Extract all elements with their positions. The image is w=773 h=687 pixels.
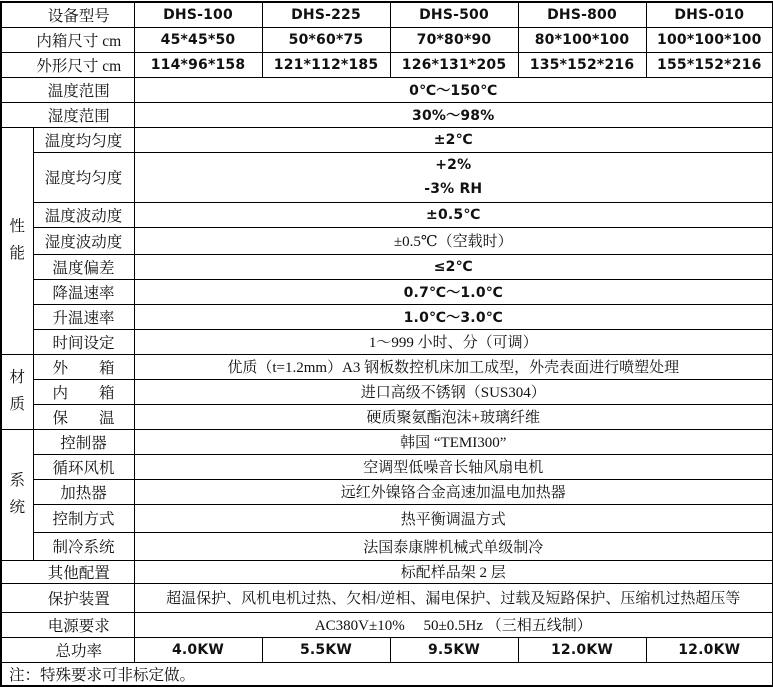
heater-row <box>1 479 773 504</box>
value-cell: 70*80*90 <box>390 27 518 52</box>
material-group-label <box>1 354 33 429</box>
label-cell: 温度范围 <box>1 77 134 102</box>
humidity-fluctuation-row <box>1 227 773 254</box>
protection-row <box>1 583 773 612</box>
spec-table <box>0 1 773 687</box>
other-config-row <box>1 560 773 583</box>
value-cell: 远红外镍铬合金高速加温电加热器 <box>134 479 773 504</box>
label-cell: 升温速率 <box>33 304 134 329</box>
label-cell: 其他配置 <box>1 560 134 583</box>
value-cell: 热平衡调温方式 <box>134 504 773 532</box>
inner-size-row <box>1 27 773 52</box>
value-cell: 30%～98% <box>134 102 773 127</box>
label-cell: 湿度波动度 <box>33 227 134 254</box>
value-cell: 0℃～150℃ <box>134 77 773 102</box>
label-cell: 温度波动度 <box>33 202 134 227</box>
temp-range-row <box>1 77 773 102</box>
fan-row <box>1 454 773 479</box>
heating-rate-row <box>1 304 773 329</box>
value-cell: 12.0KW <box>646 637 773 662</box>
label-cell: 电源要求 <box>1 612 134 637</box>
model-cell: DHS-500 <box>390 2 518 27</box>
time-setting-row <box>1 329 773 354</box>
model-cell: DHS-010 <box>646 2 773 27</box>
value-cell: 80*100*100 <box>518 27 646 52</box>
value-cell: 空调型低噪音长轴风扇电机 <box>134 454 773 479</box>
header-row <box>1 2 773 27</box>
label-cell: 湿度范围 <box>1 102 134 127</box>
label-cell: 温度均匀度 <box>33 127 134 152</box>
value-cell: 12.0KW <box>518 637 646 662</box>
value-cell: AC380V±10% 50±0.5Hz （三相五线制） <box>134 612 773 637</box>
note-row <box>1 662 773 686</box>
system-group-label <box>1 429 33 560</box>
power-supply-row <box>1 612 773 637</box>
humidity-range-row <box>1 102 773 127</box>
label-cell: 时间设定 <box>33 329 134 354</box>
value-cell: 114*96*158 <box>134 52 262 77</box>
value-line: +2% <box>435 157 472 173</box>
cooling-rate-row <box>1 279 773 304</box>
total-power-row <box>1 637 773 662</box>
value-cell: ≤2℃ <box>134 254 773 279</box>
humidity-uniformity-row <box>1 152 773 202</box>
label-cell: 总功率 <box>1 637 134 662</box>
value-cell: 126*131*205 <box>390 52 518 77</box>
group-name: 系统 <box>9 472 25 516</box>
temp-uniformity-row <box>1 127 773 152</box>
value-cell: 硬质聚氨酯泡沫+玻璃纤维 <box>134 404 773 429</box>
value-cell: 135*152*216 <box>518 52 646 77</box>
performance-group-label <box>1 127 33 354</box>
label-cell: 保 温 <box>33 404 134 429</box>
value-cell: 优质（t=1.2mm）A3 钢板数控机床加工成型，外壳表面进行喷塑处理 <box>134 354 773 379</box>
model-cell: DHS-100 <box>134 2 262 27</box>
group-name: 材质 <box>9 369 25 413</box>
value-cell: 超温保护、风机电机过热、欠相/逆相、漏电保护、过载及短路保护、压缩机过热超压等 <box>134 583 773 612</box>
label-cell: 控制器 <box>33 429 134 454</box>
label-cell: 降温速率 <box>33 279 134 304</box>
model-cell: DHS-800 <box>518 2 646 27</box>
label-cell: 控制方式 <box>33 504 134 532</box>
value-line: -3% RH <box>424 181 483 197</box>
temp-fluctuation-row <box>1 202 773 227</box>
label-cell: 内 箱 <box>33 379 134 404</box>
value-cell: 5.5KW <box>262 637 390 662</box>
value-cell: 4.0KW <box>134 637 262 662</box>
model-cell: DHS-225 <box>262 2 390 27</box>
value-cell: ±0.5℃ <box>134 202 773 227</box>
value-cell: 121*112*185 <box>262 52 390 77</box>
label-cell: 加热器 <box>33 479 134 504</box>
value-cell: 155*152*216 <box>646 52 773 77</box>
inner-box-row <box>1 379 773 404</box>
insulation-row <box>1 404 773 429</box>
value-cell: 标配样品架 2 层 <box>134 560 773 583</box>
controller-row <box>1 429 773 454</box>
label-cell: 制冷系统 <box>33 532 134 560</box>
label-cell: 保护装置 <box>1 583 134 612</box>
label-cell: 外形尺寸 cm <box>1 52 134 77</box>
label-cell: 外 箱 <box>33 354 134 379</box>
value-cell <box>134 152 773 202</box>
value-cell: 进口高级不锈钢（SUS304） <box>134 379 773 404</box>
outer-box-row <box>1 354 773 379</box>
control-mode-row <box>1 504 773 532</box>
value-cell: ±2℃ <box>134 127 773 152</box>
value-cell: 100*100*100 <box>646 27 773 52</box>
outer-size-row <box>1 52 773 77</box>
label-cell: 循环风机 <box>33 454 134 479</box>
value-cell: 9.5KW <box>390 637 518 662</box>
label-cell: 湿度均匀度 <box>33 152 134 202</box>
refrigeration-row <box>1 532 773 560</box>
value-cell: 45*45*50 <box>134 27 262 52</box>
value-cell: 法国泰康牌机械式单级制冷 <box>134 532 773 560</box>
value-cell: 50*60*75 <box>262 27 390 52</box>
note-text: 注：特殊要求可非标定做。 <box>1 662 773 686</box>
value-cell: 0.7℃～1.0℃ <box>134 279 773 304</box>
value-cell: 韩国 “TEMI300” <box>134 429 773 454</box>
device-model-label: 设备型号 <box>1 2 134 27</box>
temp-deviation-row <box>1 254 773 279</box>
value-cell: 1.0℃～3.0℃ <box>134 304 773 329</box>
value-cell: 1～999 小时、分（可调） <box>134 329 773 354</box>
label-cell: 温度偏差 <box>33 254 134 279</box>
label-cell: 内箱尺寸 cm <box>1 27 134 52</box>
value-cell: ±0.5℃（空载时） <box>134 227 773 254</box>
group-name: 性能 <box>9 218 25 262</box>
